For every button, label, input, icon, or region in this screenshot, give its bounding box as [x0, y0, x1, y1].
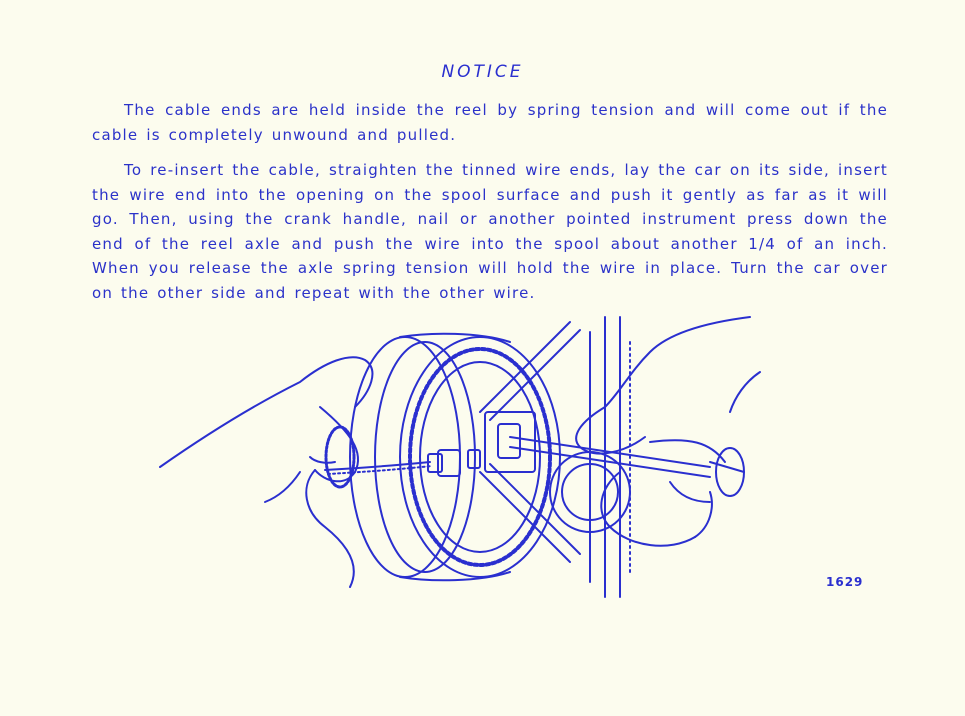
left-hand-drawing [160, 357, 372, 587]
right-hand-drawing [576, 317, 760, 546]
wire-drawing [325, 450, 480, 476]
paragraph-reinsert-instructions: To re-insert the cable, straighten the tinned wire ends, lay the car on its side, insert the wire end into the opening on the spool surface and push it gently as far as it will go. Then, using the crank handle, nail or another pointed instrument press down the end of the reel axle and push the wire into the spool about another 1/4 of an inch. When you release the axle spring tension will hold the wire in place. Turn the car over on the other side and repeat with the other wire. [92, 161, 888, 302]
figure-number: 1629 [826, 575, 864, 589]
gear-bracket-drawing [480, 317, 630, 597]
notice-title: NOTICE [441, 62, 524, 82]
reel-reinsert-illustration [150, 312, 770, 602]
paragraph-cable-ends: The cable ends are held inside the reel by spring tension and will come out if the cable is completely unwound and pulled. [92, 101, 888, 144]
pointed-instrument-drawing [510, 437, 744, 496]
